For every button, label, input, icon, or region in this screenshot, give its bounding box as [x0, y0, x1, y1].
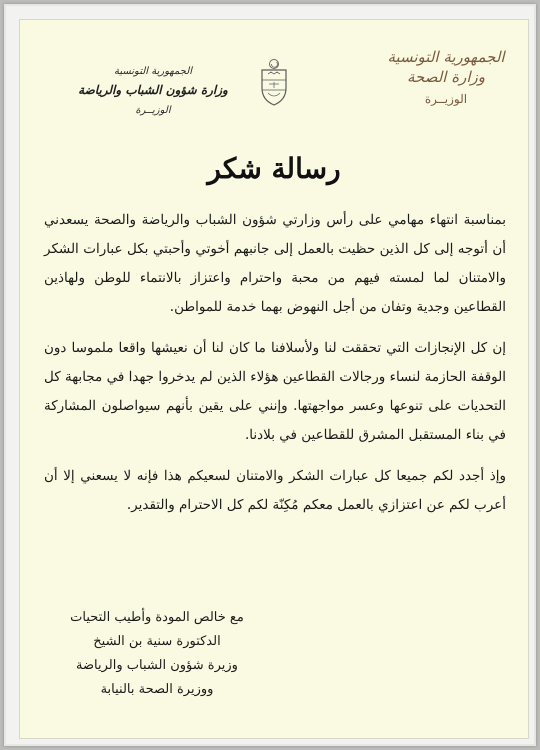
signatory-title-health: ووزيرة الصحة بالنيابة	[100, 682, 214, 697]
letterhead-ministry: وزارة شؤون الشباب والرياضة	[78, 83, 228, 97]
body-paragraph: وإذ أجدد لكم جميعا كل عبارات الشكر والامتنان لسعيكم هذا فإنه لا يسعني إلا أن أعرب لكم عن اعتزازي بالعمل معكم مُكِنّة لكم كل الاحترام والتقدير.	[44, 468, 506, 513]
signatory-title-youth-sports: وزيرة شؤون الشباب والرياضة	[76, 658, 238, 673]
tunisia-coat-of-arms-icon	[256, 58, 292, 108]
letterhead-country: الجمهورية التونسية	[387, 48, 505, 66]
letterhead-ministry: وزارة الصحة	[407, 68, 485, 86]
letterhead-minister-title: الوزيــرة	[424, 92, 468, 106]
letterhead-minister-title: الوزيــرة	[135, 105, 171, 116]
body-paragraph: بمناسبة انتهاء مهامي على رأس وزارتي شؤون الشباب والرياضة والصحة يسعدني أن أتوجه إلى كل الذين حظيت بالعمل إلى جانبهم أخوتي وأحبتي بكل عبارات الشكر والامتنان لما لمسته فيهم من محبة واحترام واعتزاز بالانتماء للوطن ولهاذين القطاعين وجدية وتفان من أجل النهوض بهما خدمة للمواطن.	[44, 212, 506, 315]
body-paragraph: إن كل الإنجازات التي تحققت لنا ولأسلافنا ما كان لنا أن نعيشها واقعا ملموسا دون الوقفة الحازمة لنساء ورجالات القطاعين هؤلاء الذين لم يدخروا جهدا في مجابهة كل التحديات على تنوعها وعسر مواجهتها. وإنني على يقين بأنهم سيواصلون المشاركة في بناء المستقبل المشرق للقطاعين في بلادنا.	[44, 340, 506, 443]
letter-title: رسالة شكر	[207, 152, 341, 185]
letter-closing	[52, 606, 262, 702]
letter-page	[20, 20, 528, 738]
letterhead-country: الجمهورية التونسية	[113, 66, 193, 77]
closing-greeting: مع خالص المودة وأطيب التحيات	[70, 610, 244, 625]
letter-body	[44, 206, 506, 532]
signatory-name: الدكتورة سنية بن الشيخ	[93, 634, 221, 649]
letterhead-health	[376, 48, 516, 106]
photo-frame	[4, 4, 536, 746]
letterhead-youth-sports	[78, 66, 228, 116]
